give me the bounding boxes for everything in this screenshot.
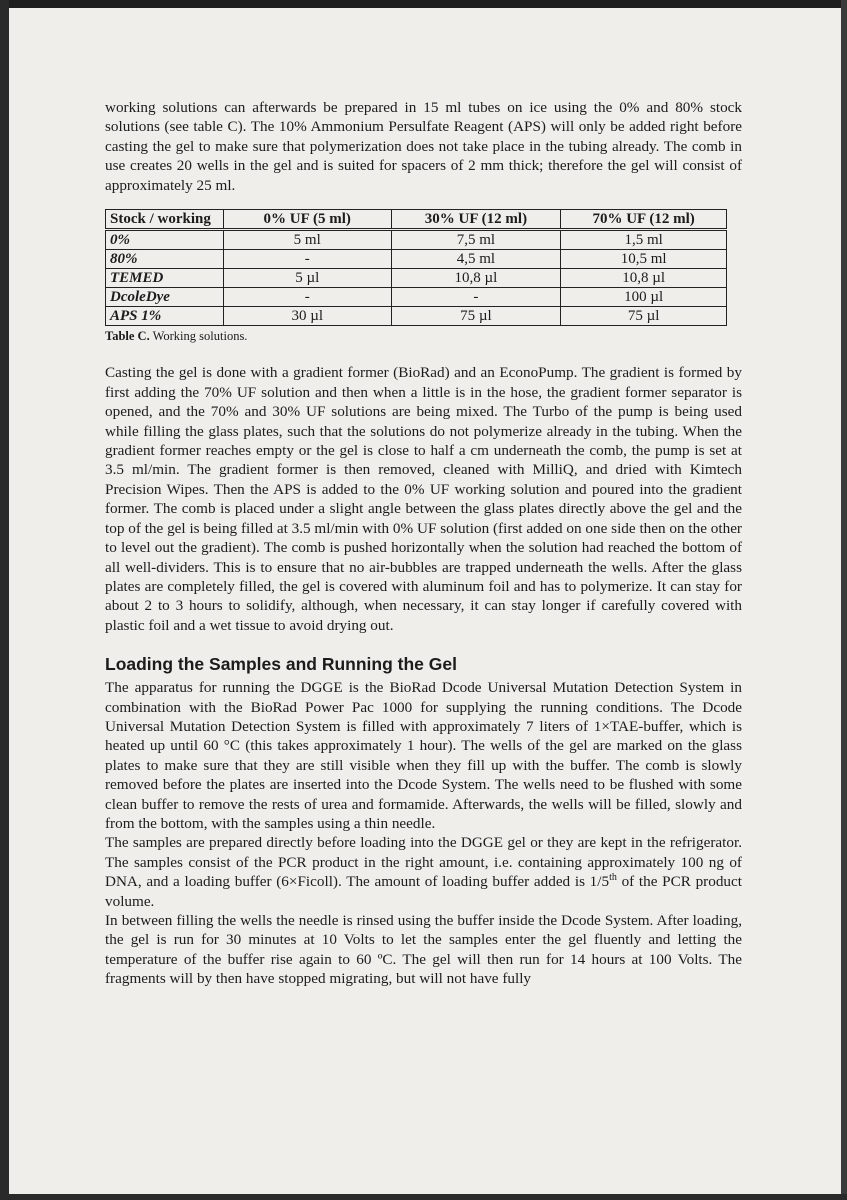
table-header-row bbox=[106, 210, 727, 230]
samples-text-b: of the PCR product volume. bbox=[105, 873, 742, 910]
row-label: 80% bbox=[106, 250, 224, 269]
table-cell: 10,5 ml bbox=[561, 250, 727, 269]
table-cell: - bbox=[223, 288, 391, 307]
row-label: 0% bbox=[106, 230, 224, 250]
table-cell: 100 µl bbox=[561, 288, 727, 307]
running-paragraph: In between filling the wells the needle is rinsed using the buffer inside the Dcode System. After loading, the gel is run for 30 minutes at 10 Volts to let the samples enter the gel fluently and letting the temperature of the buffer rise again to 60 ºC. The gel will then run for 14 hours at 100 Volts. The fragments will by then have stopped migrating, but will not have fully bbox=[105, 912, 742, 988]
apparatus-paragraph: The apparatus for running the DGGE is the BioRad Dcode Universal Mutation Detection System in combination with the BioRad Power Pac 1000 for supplying the running conditions. The Dcode Universal Mutation Detection System is filled with approximately 7 liters of 1×TAE-buffer, which is heated up until 60 °C (this takes approximately 1 hour). The wells of the gel are marked on the glass plates to make sure that they are still visible when they fill up with the buffer. The comb is slowly removed before the plates are inserted into the Dcode System. The wells need to be flushed with some clean buffer to remove the rests of urea and formamide. Afterwards, the wells will be filled, slowly and from the bottom, with the samples using a thin needle. bbox=[105, 679, 742, 832]
row-label: DcoleDye bbox=[106, 288, 224, 307]
scan-right-edge bbox=[841, 0, 847, 1200]
table-cell: 30 µl bbox=[223, 307, 391, 326]
scan-top-edge bbox=[0, 0, 847, 8]
table-header-cell: 30% UF (12 ml) bbox=[391, 210, 561, 230]
table-row bbox=[106, 230, 727, 250]
table-cell: 5 µl bbox=[223, 269, 391, 288]
scan-bottom-edge bbox=[0, 1194, 847, 1200]
table-cell: - bbox=[223, 250, 391, 269]
table-cell: - bbox=[391, 288, 561, 307]
table-cell: 5 ml bbox=[223, 230, 391, 250]
table-cell: 75 µl bbox=[391, 307, 561, 326]
table-header-cell: 0% UF (5 ml) bbox=[223, 210, 391, 230]
table-cell: 75 µl bbox=[561, 307, 727, 326]
table-row bbox=[106, 307, 727, 326]
ordinal-suffix: th bbox=[609, 872, 617, 884]
table-row bbox=[106, 288, 727, 307]
table-cell: 4,5 ml bbox=[391, 250, 561, 269]
scan-left-edge bbox=[0, 0, 9, 1200]
row-label: TEMED bbox=[106, 269, 224, 288]
samples-text-a: The samples are prepared directly before loading into the DGGE gel or they are kept in the refrigerator. The samples consist of the PCR product in the right amount, i.e. containing approximately 100 ng of DNA, and a loading buffer (6×Ficoll). The amount of loading buffer added is 1/5 bbox=[105, 834, 742, 891]
samples-paragraph bbox=[105, 833, 742, 911]
intro-paragraph: working solutions can afterwards be prepared in 15 ml tubes on ice using the 0% and 80% stock solutions (see table C). The 10% Ammonium Persulfate Reagent (APS) will only be added right before casting the gel to make sure that polymerization does not take place in the tubing already. The comb in use creates 20 wells in the gel and is suited for spacers of 2 mm thick; therefore the gel will consist of approximately 25 ml. bbox=[105, 99, 742, 194]
table-caption bbox=[105, 327, 742, 346]
table-cell: 10,8 µl bbox=[391, 269, 561, 288]
document-page bbox=[105, 98, 742, 989]
table-cell: 10,8 µl bbox=[561, 269, 727, 288]
working-solutions-table bbox=[105, 209, 727, 326]
table-header-cell: 70% UF (12 ml) bbox=[561, 210, 727, 230]
table-cell: 1,5 ml bbox=[561, 230, 727, 250]
table-row bbox=[106, 269, 727, 288]
casting-paragraph: Casting the gel is done with a gradient former (BioRad) and an EconoPump. The gradient is formed by first adding the 70% UF solution and then when a little is in the hose, the gradient former separator is opened, and the 70% and 30% UF solutions are being mixed. The Turbo of the pump is being used while filling the glass plates, such that the solutions do not polymerize already in the tubing. When the gradient former reaches empty or the gel is close to half a cm underneath the comb, the pump is set at 3.5 ml/min. The gradient former is then removed, cleaned with MilliQ, and dried with Kimtech Precision Wipes. Then the APS is added to the 0% UF working solution and poured into the gradient former. The comb is placed under a slight angle between the glass plates directly above the gel and the top of the gel is being filled at 3.5 ml/min with 0% UF solution (first added on one side then on the other to level out the gradient). The comb is pushed horizontally when the solution had reached the bottom of all well-dividers. This is to ensure that no air-bubbles are trapped underneath the wells. After the glass plates are completely filled, the gel is covered with aluminum foil and has to polymerize. It can stay for about 2 to 3 hours to solidify, although, when necessary, it can stay longer if carefully covered with plastic foil and a wet tissue to avoid drying out. bbox=[105, 364, 742, 634]
table-header-cell: Stock / working bbox=[106, 210, 224, 230]
row-label: APS 1% bbox=[106, 307, 224, 326]
section-heading: Loading the Samples and Running the Gel bbox=[105, 654, 457, 675]
table-cell: 7,5 ml bbox=[391, 230, 561, 250]
caption-label: Table C. bbox=[105, 329, 150, 344]
table-row bbox=[106, 250, 727, 269]
caption-text: Working solutions. bbox=[149, 329, 248, 344]
